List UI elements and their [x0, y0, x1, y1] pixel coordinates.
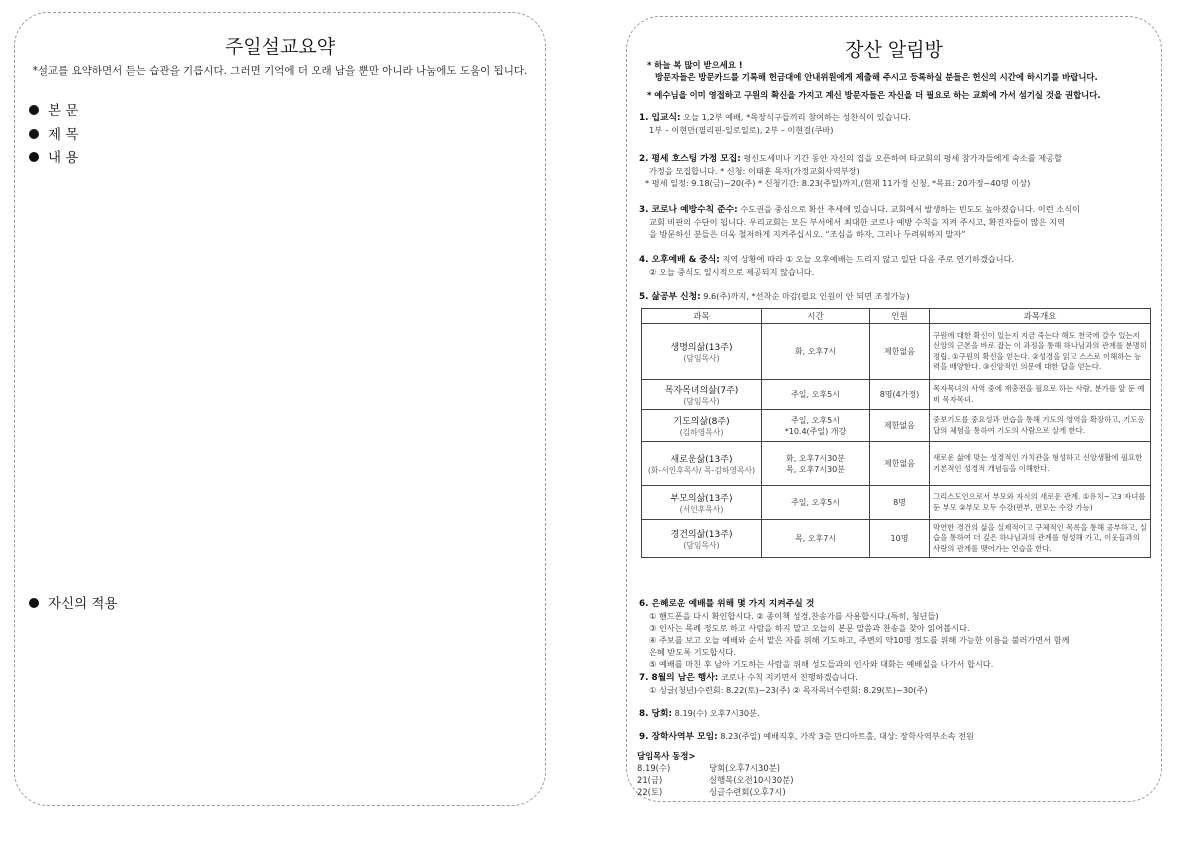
announcements-title: 장산 알림방 — [845, 39, 943, 61]
item-session-meeting: 8. 당회: 8.19(수) 오후7시30분. — [639, 708, 760, 719]
sermon-summary-instruction: *설교를 요약하면서 듣는 습관을 기릅시다. 그러면 기억에 더 오래 남을 뿐만 아니라 나눔에도 도움이 됩니다. — [32, 65, 528, 77]
notice-visitors: 방문자들은 방문카드를 기록해 헌금대에 안내위원에게 제출해 주시고 등록하실 분들은 헌신의 시간에 하시기를 바랍니다. — [655, 72, 1098, 82]
list-item: 21(금) 실행목(오전10시30분) — [637, 775, 794, 785]
table-row: 부모의삶(13주) (서인후목사) 주일, 오후5시 8명 그리스도인으로서 부모와 자식의 새로운 관계. ①유치~고3 자녀를 둔 부모 ②부모 모두 수강(편부, 편모는 수강 가능) — [642, 486, 1151, 520]
item-august-events: 7. 8월의 남은 행사: 코로나 수칙 지키면서 진행하겠습니다. ① 싱글(청년)수련회: 8.22(토)~23(주) ② 목자목녀수련회: 8.29(토)~30(주) — [639, 672, 928, 695]
heading-sermon-title: 제 목 — [29, 123, 78, 143]
item-worship-guidelines: 6. 은혜로운 예배를 위해 몇 가지 지켜주실 것 ① 핸드폰을 다시 확인합시다. ② 종이책 성경,찬송가를 사용합시다.(특히, 청년들) ③ 인사는 목례 정도로 하고 사람을 하지 말고 오늘의 본문 말씀과 찬송을 찾아 읽어봅시다. ④ 주보를 보고 오늘 예배와 순서 맡은 자를 위해 기도하고, 주변의 약10명 정도를 위해 가능한 이름을 불러가면서 함께 은혜 받도록 기도합시다. ⑤ 예배를 마친 후 남아 기도하는 사람을 위해 성도들과의 인사와 대화는 예배실을 나가서 합시다. — [639, 599, 1070, 669]
item-covid: 3. 코로나 예방수칙 준수: 수도권을 중심으로 확산 추세에 있습니다. 교회에서 발생하는 빈도도 높아졌습니다. 이런 소식이 교회 비판의 수단이 됩니다. 우리교회는 모든 부서에서 최대한 코로나 예방 수칙을 지켜 주시고, 확진자들이 많은 지역 을 방문하신 분들은 더욱 철저하게 지켜주십시오. “조심을 하자, 그러나 두려워하지 말자” — [639, 204, 1080, 239]
item-life-study: 5. 삶공부 신청: 9.6(주)까지, *선착순 마감(필요 인원이 안 되면 조정가능) — [639, 291, 910, 302]
table-row: 경건의삶(13주) (담임목사) 목, 오후7시 10명 막연한 경건의 삶을 실제적이고 구체적인 목록을 통해 공부하고, 실습을 통하여 더 깊은 하나님과의 관계를 형성해 가고, 이웃들과의 사랑의 관계를 맺어가는 연습을 한다. — [642, 520, 1151, 558]
table-row: 기도의삶(8주) (김하영목사) 주일, 오후5시 *10.4(주일) 개강 제한없음 중보기도를 중요성과 연습을 통해 기도의 영역을 확장하고, 기도응답의 체험을 통하여 기도의 사람으로 살게 한다. — [642, 410, 1151, 442]
bullet-dot — [29, 152, 39, 162]
course-table — [641, 308, 1151, 558]
col-capacity: 인원 — [870, 309, 930, 324]
table-row: 목자목녀의삶(7주) (담임목사) 주일, 오후5시 8명(4가정) 목자목녀의 사역 중에 재충전을 필요로 하는 사람, 분가를 앞 둔 예비 목자목녀. — [642, 380, 1151, 410]
bullet-dot — [29, 105, 39, 115]
sermon-summary-title: 주일설교요약 — [224, 36, 336, 58]
item-baptism: 1. 입교식: 오늘 1,2부 예배, *목장식구들끼리 참여하는 성찬식이 있습니다. 1부 – 이현만(필리핀-일로일로), 2부 – 이현걸(쿠바) — [639, 112, 911, 135]
heading-application: 자신의 적용 — [29, 592, 118, 612]
item-scholarship-meeting: 9. 장학사역부 모임: 8.23(주일) 예배직후, 가작 3층 만디아트홀, 대상: 장학사역부소속 전원 — [639, 731, 974, 742]
bullet-dot — [29, 129, 39, 139]
table-header-row — [642, 309, 1151, 324]
bullet-dot — [29, 598, 39, 608]
list-item: 8.19(수) 당회(오후7시30분) — [637, 763, 781, 773]
notice-greeting: * 하늘 복 많이 받으세요 ! — [647, 60, 743, 70]
pastor-schedule — [637, 750, 794, 798]
sermon-summary-panel — [14, 12, 546, 806]
notice-other-church: * 예수님을 이미 영접하고 구원의 확신을 가지고 계신 방문자들은 자신을 더 필요로 하는 교회에 가서 섬기실 것을 권합니다. — [647, 90, 1101, 100]
announcements-panel — [626, 16, 1162, 802]
col-overview: 과목개요 — [930, 309, 1151, 324]
heading-scripture: 본 문 — [29, 99, 78, 119]
list-item: 22(토) 싱글수련회(오후7시) — [637, 787, 786, 797]
pastor-schedule-title: 담임목사 동정> — [637, 751, 696, 761]
item-hosting: 2. 평세 호스팅 가정 모집: 평신도세미나 기간 동안 자신의 집을 오픈하여 타교회의 평세 참가자들에게 숙소를 제공할 가정을 모집합니다. * 신청: 이태훈 목자(가정교회사역부장) * 평세 일정: 9.18(금)~20(주) * 신청기간: 8.23(주일)까지,(현재 11가정 신청, *목표: 20가정~40명 이상) — [639, 153, 1062, 188]
heading-content: 내 용 — [29, 146, 78, 166]
col-course: 과목 — [642, 309, 762, 324]
table-row: 새로운삶(13주) (화-서인후목사/ 목-김하영목사) 화, 오후7시30분 목, 오후7시30분 제한없음 새로운 삶에 맞는 성경적인 가치관을 형성하고 신앙생활에 필요한 기본적인 성경적 개념들을 이해한다. — [642, 442, 1151, 486]
item-afternoon-service: 4. 오후예배 & 중식: 지역 상황에 따라 ① 오늘 오후예배는 드리지 않고 일단 다음 주로 연기하겠습니다. ② 오늘 중식도 일시적으로 제공되지 않습니다. — [639, 254, 1015, 277]
col-time: 시간 — [762, 309, 870, 324]
table-row: 생명의삶(13주) (담임목사) 화, 오후7시 제한없음 구원에 대한 확신이 있는지 지금 죽는다 해도 천국에 갈수 있는지 신앙의 근본을 바로 잡는 이 과정을 통해 하나님과의 관계를 분명히 정립. ①구원의 확신을 얻는다. ②성경을 읽고 스스로 이해하는 능력을 배양한다. ③신앙적인 의문에 대한 답을 얻는다. — [642, 324, 1151, 380]
